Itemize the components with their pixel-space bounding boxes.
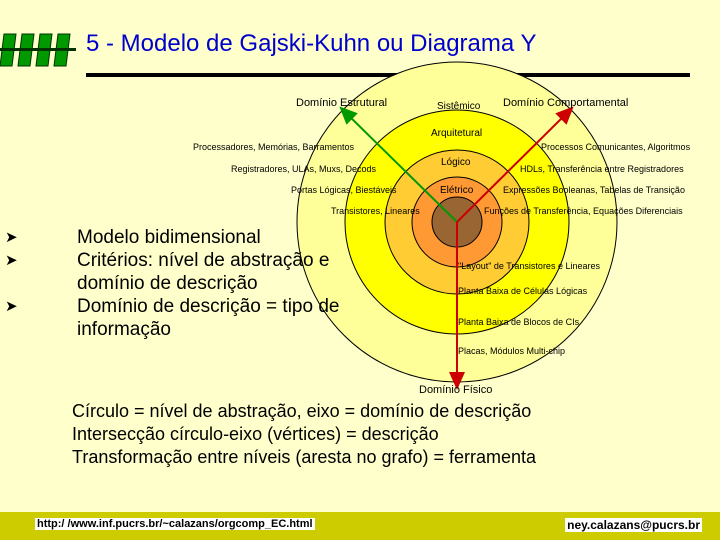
- structural-item: Registradores, ULAs, Muxs, Decods: [231, 164, 377, 174]
- physical-domain-label: Domínio Físico: [419, 384, 493, 396]
- behavioral-item: Processos Comunicantes, Algoritmos: [541, 142, 691, 152]
- level-architecture-label: Arquitetural: [431, 128, 483, 139]
- summary-line: Transformação entre níveis (aresta no grafo) = ferramenta: [72, 447, 537, 467]
- bullet-item: ➤ Domínio de descrição = tipo de informação: [5, 296, 340, 340]
- physical-item: Planta Baixa de Células Lógicas: [458, 286, 588, 296]
- arrow-bullet-icon: ➤: [5, 229, 18, 246]
- bullet-item: ➤ Critérios: nível de abstração e domínio de descrição: [5, 250, 330, 294]
- structural-domain-label: Domínio Estrutural: [296, 97, 388, 109]
- arrow-bullet-icon: ➤: [5, 252, 18, 269]
- bullet-list: [5, 226, 365, 341]
- level-system-label: Sistêmico: [437, 101, 481, 112]
- bullet-item: ➤ Modelo bidimensional: [5, 227, 261, 248]
- level-logic-label: Lógico: [441, 157, 471, 168]
- summary-line: Intersecção círculo-eixo (vértices) = descrição: [72, 424, 439, 444]
- physical-item: Placas, Módulos Multi-chip: [458, 346, 566, 356]
- physical-item: "Layout" de Transistores e Lineares: [458, 261, 600, 271]
- behavioral-item: Funções de Transferência, Equações Diferenciais: [484, 206, 683, 216]
- summary-block: [72, 400, 536, 469]
- structural-item: Transistores, Lineares: [331, 206, 420, 216]
- summary-line: Círculo = nível de abstração, eixo = domínio de descrição: [72, 401, 532, 421]
- footer-email: ney.calazans@pucrs.br: [567, 518, 700, 532]
- behavioral-item: Expressões Booleanas, Tabelas de Transição: [503, 185, 685, 195]
- arrow-bullet-icon: ➤: [5, 298, 18, 315]
- structural-item: Portas Lógicas, Biestáveis: [291, 185, 397, 195]
- footer-url: http:/ /www.inf.pucrs.br/~calazans/orgcomp_EC.html: [37, 518, 313, 530]
- physical-item: Planta Baixa de Blocos de CIs: [458, 317, 580, 327]
- structural-item: Processadores, Memórias, Barramentos: [193, 142, 355, 152]
- level-electrical-label: Elétrico: [440, 185, 474, 196]
- behavioral-domain-label: Domínio Comportamental: [503, 97, 629, 109]
- behavioral-item: HDLs, Transferência entre Registradores: [520, 164, 684, 174]
- page-title: 5 - Modelo de Gajski-Kuhn ou Diagrama Y: [86, 30, 537, 57]
